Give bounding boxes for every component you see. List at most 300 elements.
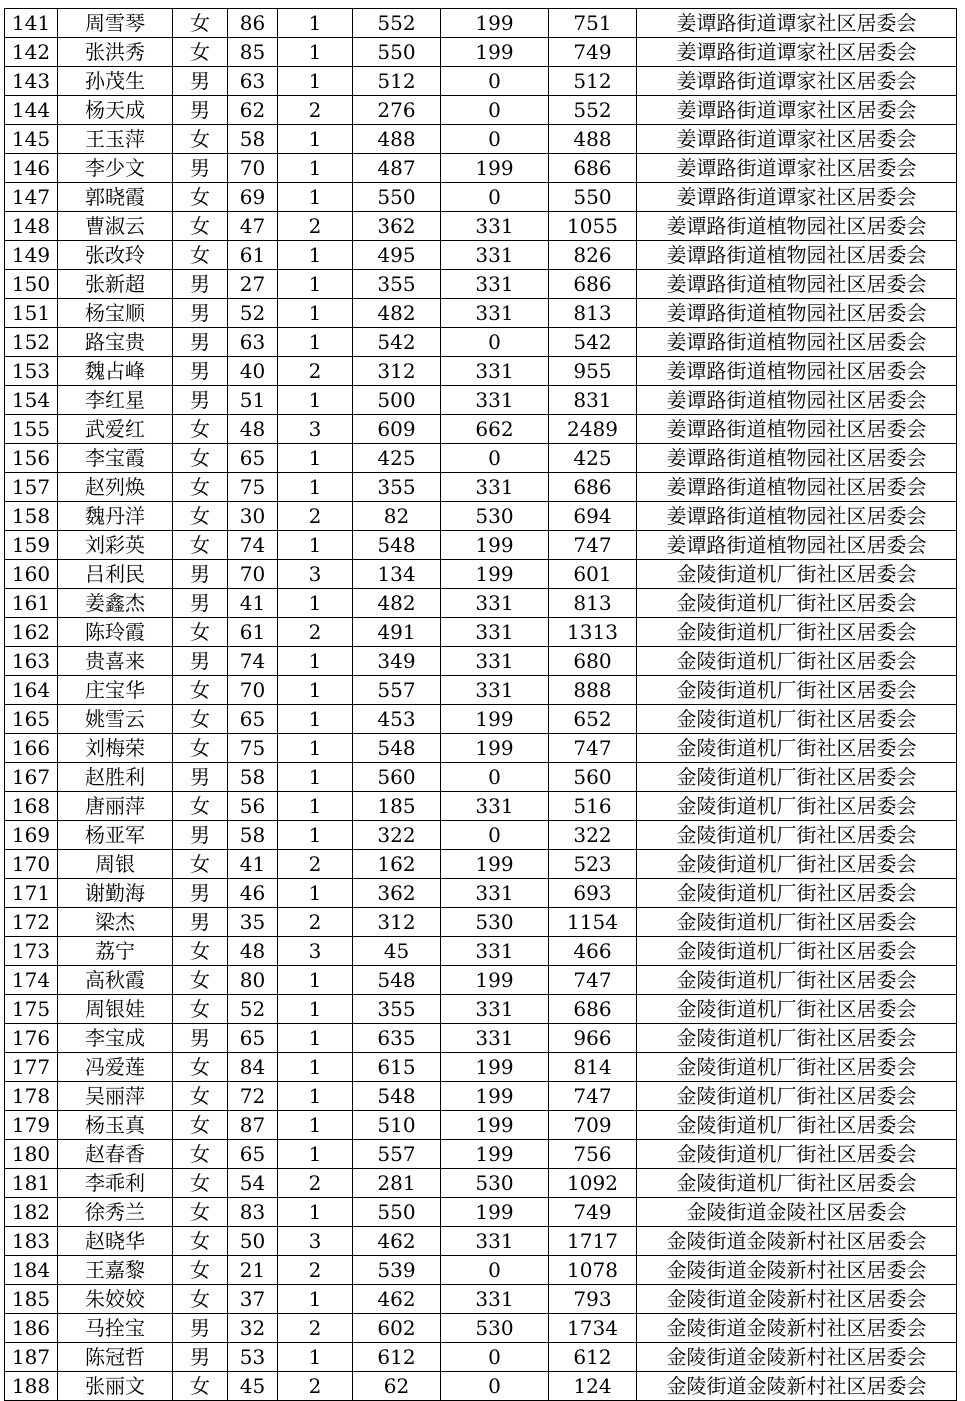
- total-cell: 686: [549, 154, 637, 183]
- total-cell: 552: [549, 96, 637, 125]
- age-cell: 84: [228, 1053, 278, 1082]
- age-cell: 58: [228, 125, 278, 154]
- table-row: [5, 705, 957, 734]
- subsidy-cell: 199: [441, 560, 549, 589]
- subsidy-cell: 199: [441, 38, 549, 67]
- household-size-cell: 1: [278, 125, 353, 154]
- name-cell: 赵胜利: [58, 763, 173, 792]
- household-size-cell: 3: [278, 937, 353, 966]
- table-row: [5, 879, 957, 908]
- age-cell: 32: [228, 1314, 278, 1343]
- age-cell: 41: [228, 589, 278, 618]
- gender-cell: 男: [173, 1343, 228, 1372]
- table-row: [5, 9, 957, 38]
- row-number-cell: 164: [5, 676, 58, 705]
- subsidy-cell: 199: [441, 705, 549, 734]
- household-size-cell: 1: [278, 763, 353, 792]
- household-size-cell: 2: [278, 96, 353, 125]
- gender-cell: 女: [173, 415, 228, 444]
- age-cell: 35: [228, 908, 278, 937]
- subsidy-cell: 530: [441, 1169, 549, 1198]
- table-row: [5, 444, 957, 473]
- name-cell: 赵列焕: [58, 473, 173, 502]
- income-cell: 82: [353, 502, 441, 531]
- income-cell: 488: [353, 125, 441, 154]
- name-cell: 杨亚军: [58, 821, 173, 850]
- income-cell: 355: [353, 995, 441, 1024]
- age-cell: 65: [228, 1140, 278, 1169]
- income-cell: 482: [353, 589, 441, 618]
- row-number-cell: 177: [5, 1053, 58, 1082]
- table-row: [5, 38, 957, 67]
- name-cell: 武爱红: [58, 415, 173, 444]
- community-address-cell: 金陵街道机厂街社区居委会: [637, 618, 957, 647]
- name-cell: 郭晓霞: [58, 183, 173, 212]
- name-cell: 周银娃: [58, 995, 173, 1024]
- name-cell: 陈冠哲: [58, 1343, 173, 1372]
- age-cell: 58: [228, 763, 278, 792]
- community-address-cell: 姜谭路街道植物园社区居委会: [637, 299, 957, 328]
- community-address-cell: 姜谭路街道植物园社区居委会: [637, 502, 957, 531]
- row-number-cell: 171: [5, 879, 58, 908]
- name-cell: 赵晓华: [58, 1227, 173, 1256]
- gender-cell: 女: [173, 1285, 228, 1314]
- household-size-cell: 2: [278, 1256, 353, 1285]
- subsidy-cell: 331: [441, 212, 549, 241]
- household-size-cell: 1: [278, 966, 353, 995]
- community-address-cell: 姜谭路街道谭家社区居委会: [637, 96, 957, 125]
- name-cell: 魏占峰: [58, 357, 173, 386]
- gender-cell: 女: [173, 531, 228, 560]
- table-row: [5, 1140, 957, 1169]
- subsidy-cell: 331: [441, 386, 549, 415]
- name-cell: 吕利民: [58, 560, 173, 589]
- household-size-cell: 1: [278, 473, 353, 502]
- income-cell: 557: [353, 1140, 441, 1169]
- income-cell: 462: [353, 1227, 441, 1256]
- income-cell: 560: [353, 763, 441, 792]
- table-row: [5, 1372, 957, 1401]
- total-cell: 1154: [549, 908, 637, 937]
- gender-cell: 女: [173, 618, 228, 647]
- household-size-cell: 2: [278, 850, 353, 879]
- total-cell: 749: [549, 38, 637, 67]
- total-cell: 612: [549, 1343, 637, 1372]
- name-cell: 魏丹洋: [58, 502, 173, 531]
- gender-cell: 男: [173, 270, 228, 299]
- age-cell: 74: [228, 647, 278, 676]
- table-row: [5, 357, 957, 386]
- gender-cell: 女: [173, 734, 228, 763]
- name-cell: 庄宝华: [58, 676, 173, 705]
- income-cell: 609: [353, 415, 441, 444]
- table-row: [5, 763, 957, 792]
- community-address-cell: 金陵街道金陵新村社区居委会: [637, 1256, 957, 1285]
- gender-cell: 女: [173, 1198, 228, 1227]
- community-address-cell: 姜谭路街道植物园社区居委会: [637, 473, 957, 502]
- age-cell: 30: [228, 502, 278, 531]
- row-number-cell: 181: [5, 1169, 58, 1198]
- community-address-cell: 姜谭路街道谭家社区居委会: [637, 154, 957, 183]
- subsidy-cell: 331: [441, 299, 549, 328]
- income-cell: 542: [353, 328, 441, 357]
- total-cell: 542: [549, 328, 637, 357]
- community-address-cell: 金陵街道机厂街社区居委会: [637, 560, 957, 589]
- income-cell: 500: [353, 386, 441, 415]
- total-cell: 756: [549, 1140, 637, 1169]
- subsidy-cell: 331: [441, 676, 549, 705]
- age-cell: 61: [228, 618, 278, 647]
- table-row: [5, 560, 957, 589]
- subsidy-cell: 199: [441, 531, 549, 560]
- gender-cell: 女: [173, 676, 228, 705]
- gender-cell: 女: [173, 444, 228, 473]
- community-address-cell: 姜谭路街道植物园社区居委会: [637, 328, 957, 357]
- household-size-cell: 1: [278, 1024, 353, 1053]
- household-size-cell: 1: [278, 154, 353, 183]
- records-table: [4, 8, 957, 1401]
- row-number-cell: 153: [5, 357, 58, 386]
- total-cell: 747: [549, 1082, 637, 1111]
- row-number-cell: 173: [5, 937, 58, 966]
- gender-cell: 男: [173, 647, 228, 676]
- income-cell: 482: [353, 299, 441, 328]
- total-cell: 686: [549, 995, 637, 1024]
- household-size-cell: 2: [278, 1372, 353, 1401]
- table-row: [5, 415, 957, 444]
- age-cell: 75: [228, 473, 278, 502]
- records-table-container: [4, 8, 956, 1401]
- row-number-cell: 161: [5, 589, 58, 618]
- income-cell: 362: [353, 879, 441, 908]
- row-number-cell: 187: [5, 1343, 58, 1372]
- name-cell: 张新超: [58, 270, 173, 299]
- household-size-cell: 1: [278, 995, 353, 1024]
- community-address-cell: 金陵街道机厂街社区居委会: [637, 676, 957, 705]
- community-address-cell: 姜谭路街道植物园社区居委会: [637, 444, 957, 473]
- gender-cell: 女: [173, 1256, 228, 1285]
- income-cell: 550: [353, 1198, 441, 1227]
- row-number-cell: 186: [5, 1314, 58, 1343]
- gender-cell: 男: [173, 67, 228, 96]
- subsidy-cell: 0: [441, 821, 549, 850]
- income-cell: 548: [353, 966, 441, 995]
- income-cell: 495: [353, 241, 441, 270]
- income-cell: 462: [353, 1285, 441, 1314]
- community-address-cell: 金陵街道机厂街社区居委会: [637, 995, 957, 1024]
- table-row: [5, 734, 957, 763]
- subsidy-cell: 0: [441, 67, 549, 96]
- income-cell: 512: [353, 67, 441, 96]
- age-cell: 69: [228, 183, 278, 212]
- table-row: [5, 299, 957, 328]
- household-size-cell: 1: [278, 734, 353, 763]
- age-cell: 40: [228, 357, 278, 386]
- gender-cell: 女: [173, 1053, 228, 1082]
- total-cell: 709: [549, 1111, 637, 1140]
- table-row: [5, 995, 957, 1024]
- household-size-cell: 2: [278, 618, 353, 647]
- total-cell: 686: [549, 270, 637, 299]
- income-cell: 62: [353, 1372, 441, 1401]
- income-cell: 45: [353, 937, 441, 966]
- gender-cell: 男: [173, 328, 228, 357]
- age-cell: 53: [228, 1343, 278, 1372]
- name-cell: 孙茂生: [58, 67, 173, 96]
- income-cell: 322: [353, 821, 441, 850]
- age-cell: 45: [228, 1372, 278, 1401]
- household-size-cell: 2: [278, 212, 353, 241]
- age-cell: 72: [228, 1082, 278, 1111]
- gender-cell: 男: [173, 1314, 228, 1343]
- subsidy-cell: 199: [441, 1111, 549, 1140]
- gender-cell: 女: [173, 1111, 228, 1140]
- income-cell: 548: [353, 531, 441, 560]
- gender-cell: 女: [173, 995, 228, 1024]
- table-row: [5, 966, 957, 995]
- gender-cell: 男: [173, 908, 228, 937]
- table-row: [5, 821, 957, 850]
- income-cell: 615: [353, 1053, 441, 1082]
- age-cell: 56: [228, 792, 278, 821]
- gender-cell: 女: [173, 937, 228, 966]
- name-cell: 李乖利: [58, 1169, 173, 1198]
- subsidy-cell: 0: [441, 328, 549, 357]
- table-row: [5, 1169, 957, 1198]
- total-cell: 747: [549, 966, 637, 995]
- name-cell: 张丽文: [58, 1372, 173, 1401]
- total-cell: 813: [549, 299, 637, 328]
- row-number-cell: 146: [5, 154, 58, 183]
- total-cell: 425: [549, 444, 637, 473]
- household-size-cell: 1: [278, 38, 353, 67]
- total-cell: 1313: [549, 618, 637, 647]
- gender-cell: 男: [173, 357, 228, 386]
- table-row: [5, 1343, 957, 1372]
- age-cell: 70: [228, 560, 278, 589]
- gender-cell: 女: [173, 502, 228, 531]
- total-cell: 826: [549, 241, 637, 270]
- household-size-cell: 1: [278, 647, 353, 676]
- name-cell: 姚雪云: [58, 705, 173, 734]
- table-row: [5, 1053, 957, 1082]
- name-cell: 唐丽萍: [58, 792, 173, 821]
- subsidy-cell: 530: [441, 1314, 549, 1343]
- subsidy-cell: 331: [441, 1227, 549, 1256]
- income-cell: 539: [353, 1256, 441, 1285]
- gender-cell: 男: [173, 879, 228, 908]
- gender-cell: 男: [173, 1024, 228, 1053]
- gender-cell: 男: [173, 763, 228, 792]
- age-cell: 54: [228, 1169, 278, 1198]
- subsidy-cell: 662: [441, 415, 549, 444]
- name-cell: 张改玲: [58, 241, 173, 270]
- row-number-cell: 178: [5, 1082, 58, 1111]
- subsidy-cell: 0: [441, 444, 549, 473]
- total-cell: 550: [549, 183, 637, 212]
- row-number-cell: 158: [5, 502, 58, 531]
- gender-cell: 男: [173, 560, 228, 589]
- subsidy-cell: 0: [441, 125, 549, 154]
- gender-cell: 女: [173, 9, 228, 38]
- income-cell: 548: [353, 1082, 441, 1111]
- table-row: [5, 1198, 957, 1227]
- subsidy-cell: 331: [441, 618, 549, 647]
- total-cell: 1055: [549, 212, 637, 241]
- total-cell: 747: [549, 531, 637, 560]
- name-cell: 朱姣姣: [58, 1285, 173, 1314]
- name-cell: 冯爱莲: [58, 1053, 173, 1082]
- row-number-cell: 169: [5, 821, 58, 850]
- household-size-cell: 2: [278, 908, 353, 937]
- subsidy-cell: 199: [441, 9, 549, 38]
- gender-cell: 女: [173, 241, 228, 270]
- row-number-cell: 180: [5, 1140, 58, 1169]
- name-cell: 高秋霞: [58, 966, 173, 995]
- row-number-cell: 148: [5, 212, 58, 241]
- community-address-cell: 金陵街道机厂街社区居委会: [637, 705, 957, 734]
- total-cell: 601: [549, 560, 637, 589]
- total-cell: 1734: [549, 1314, 637, 1343]
- table-row: [5, 1111, 957, 1140]
- total-cell: 560: [549, 763, 637, 792]
- income-cell: 510: [353, 1111, 441, 1140]
- table-row: [5, 1256, 957, 1285]
- community-address-cell: 金陵街道金陵新村社区居委会: [637, 1314, 957, 1343]
- name-cell: 徐秀兰: [58, 1198, 173, 1227]
- community-address-cell: 姜谭路街道植物园社区居委会: [637, 415, 957, 444]
- age-cell: 86: [228, 9, 278, 38]
- total-cell: 749: [549, 1198, 637, 1227]
- income-cell: 602: [353, 1314, 441, 1343]
- total-cell: 680: [549, 647, 637, 676]
- community-address-cell: 金陵街道机厂街社区居委会: [637, 937, 957, 966]
- total-cell: 955: [549, 357, 637, 386]
- total-cell: 814: [549, 1053, 637, 1082]
- row-number-cell: 183: [5, 1227, 58, 1256]
- gender-cell: 女: [173, 1169, 228, 1198]
- income-cell: 635: [353, 1024, 441, 1053]
- household-size-cell: 1: [278, 676, 353, 705]
- age-cell: 48: [228, 937, 278, 966]
- household-size-cell: 1: [278, 531, 353, 560]
- age-cell: 62: [228, 96, 278, 125]
- income-cell: 355: [353, 270, 441, 299]
- household-size-cell: 1: [278, 241, 353, 270]
- household-size-cell: 2: [278, 1169, 353, 1198]
- row-number-cell: 159: [5, 531, 58, 560]
- community-address-cell: 金陵街道机厂街社区居委会: [637, 1140, 957, 1169]
- subsidy-cell: 199: [441, 1053, 549, 1082]
- age-cell: 70: [228, 676, 278, 705]
- community-address-cell: 姜谭路街道谭家社区居委会: [637, 38, 957, 67]
- name-cell: 李少文: [58, 154, 173, 183]
- gender-cell: 女: [173, 1372, 228, 1401]
- age-cell: 48: [228, 415, 278, 444]
- age-cell: 83: [228, 1198, 278, 1227]
- gender-cell: 女: [173, 792, 228, 821]
- table-row: [5, 1285, 957, 1314]
- row-number-cell: 149: [5, 241, 58, 270]
- community-address-cell: 金陵街道机厂街社区居委会: [637, 1111, 957, 1140]
- community-address-cell: 金陵街道机厂街社区居委会: [637, 589, 957, 618]
- name-cell: 赵春香: [58, 1140, 173, 1169]
- total-cell: 1092: [549, 1169, 637, 1198]
- table-row: [5, 96, 957, 125]
- total-cell: 888: [549, 676, 637, 705]
- row-number-cell: 174: [5, 966, 58, 995]
- name-cell: 李宝成: [58, 1024, 173, 1053]
- subsidy-cell: 331: [441, 241, 549, 270]
- row-number-cell: 182: [5, 1198, 58, 1227]
- table-row: [5, 183, 957, 212]
- income-cell: 550: [353, 38, 441, 67]
- table-row: [5, 676, 957, 705]
- total-cell: 2489: [549, 415, 637, 444]
- community-address-cell: 金陵街道机厂街社区居委会: [637, 792, 957, 821]
- community-address-cell: 金陵街道金陵新村社区居委会: [637, 1227, 957, 1256]
- total-cell: 124: [549, 1372, 637, 1401]
- total-cell: 1717: [549, 1227, 637, 1256]
- name-cell: 路宝贵: [58, 328, 173, 357]
- name-cell: 刘梅荣: [58, 734, 173, 763]
- income-cell: 355: [353, 473, 441, 502]
- row-number-cell: 184: [5, 1256, 58, 1285]
- total-cell: 793: [549, 1285, 637, 1314]
- community-address-cell: 金陵街道金陵新村社区居委会: [637, 1285, 957, 1314]
- community-address-cell: 金陵街道机厂街社区居委会: [637, 1024, 957, 1053]
- household-size-cell: 1: [278, 386, 353, 415]
- table-row: [5, 67, 957, 96]
- subsidy-cell: 530: [441, 502, 549, 531]
- row-number-cell: 168: [5, 792, 58, 821]
- name-cell: 王玉萍: [58, 125, 173, 154]
- name-cell: 张洪秀: [58, 38, 173, 67]
- row-number-cell: 157: [5, 473, 58, 502]
- name-cell: 谢勤海: [58, 879, 173, 908]
- table-row: [5, 154, 957, 183]
- total-cell: 652: [549, 705, 637, 734]
- table-row: [5, 270, 957, 299]
- subsidy-cell: 331: [441, 995, 549, 1024]
- gender-cell: 男: [173, 821, 228, 850]
- household-size-cell: 1: [278, 1053, 353, 1082]
- name-cell: 马拴宝: [58, 1314, 173, 1343]
- income-cell: 487: [353, 154, 441, 183]
- table-row: [5, 328, 957, 357]
- community-address-cell: 金陵街道机厂街社区居委会: [637, 850, 957, 879]
- subsidy-cell: 0: [441, 183, 549, 212]
- community-address-cell: 金陵街道机厂街社区居委会: [637, 821, 957, 850]
- age-cell: 85: [228, 38, 278, 67]
- household-size-cell: 3: [278, 560, 353, 589]
- gender-cell: 男: [173, 96, 228, 125]
- row-number-cell: 176: [5, 1024, 58, 1053]
- age-cell: 47: [228, 212, 278, 241]
- household-size-cell: 1: [278, 1343, 353, 1372]
- table-row: [5, 908, 957, 937]
- total-cell: 966: [549, 1024, 637, 1053]
- household-size-cell: 1: [278, 270, 353, 299]
- table-row: [5, 618, 957, 647]
- household-size-cell: 1: [278, 328, 353, 357]
- total-cell: 512: [549, 67, 637, 96]
- household-size-cell: 1: [278, 1198, 353, 1227]
- table-row: [5, 1314, 957, 1343]
- row-number-cell: 155: [5, 415, 58, 444]
- table-row: [5, 473, 957, 502]
- community-address-cell: 姜谭路街道植物园社区居委会: [637, 357, 957, 386]
